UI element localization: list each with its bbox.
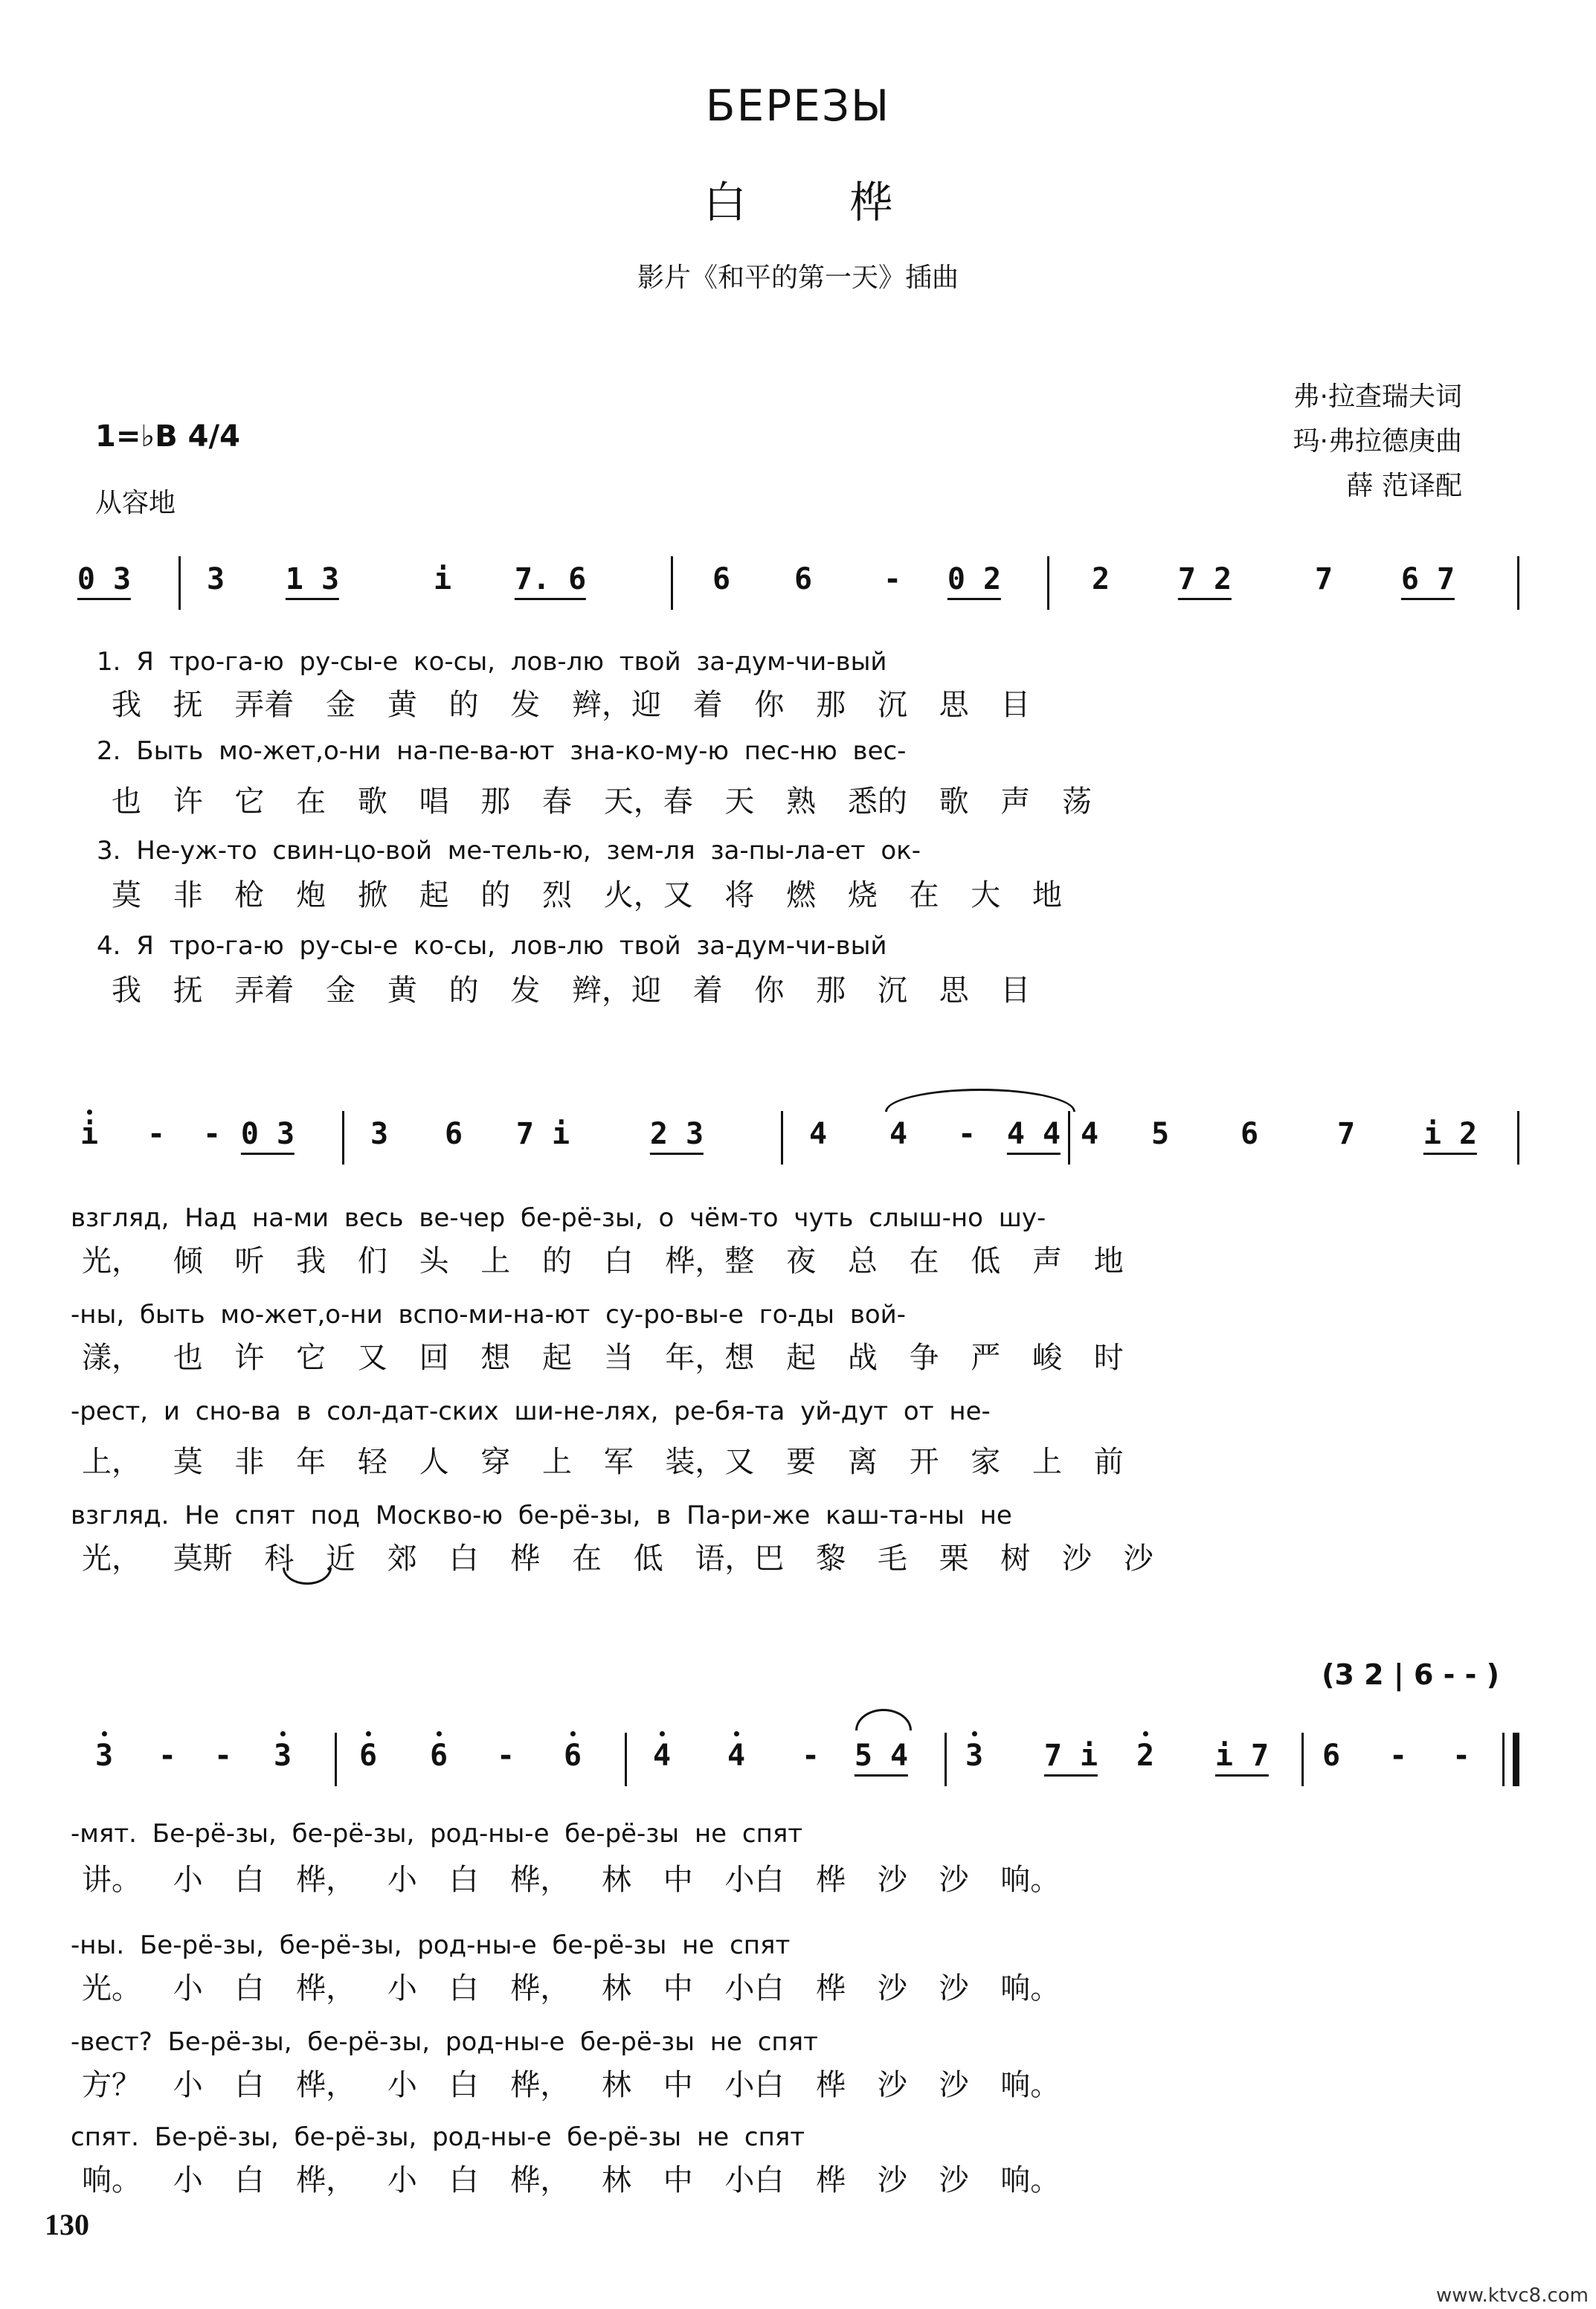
lyric-line-ru: спят. Бе-рё-зы, бе-рё-зы, род-ны-е бе-рё-зы не спят — [71, 2122, 805, 2152]
note: 0 3 — [77, 562, 131, 600]
note: 2 3 — [650, 1117, 704, 1155]
note: 6 — [794, 562, 813, 596]
staff-system-3 — [67, 1733, 1529, 1785]
note: 6 7 — [1401, 562, 1455, 600]
note: 6 — [359, 1739, 377, 1773]
note: - — [801, 1739, 820, 1773]
title-chinese: 白 桦 — [703, 177, 893, 228]
tempo-marking: 从容地 — [95, 488, 176, 518]
note: - — [213, 1739, 233, 1773]
note: 2 — [1091, 562, 1110, 596]
note: 4 — [727, 1739, 745, 1773]
note: 2 — [1136, 1739, 1154, 1773]
note: 6 — [564, 1739, 582, 1773]
staff-system-1 — [67, 556, 1529, 608]
note: 1 3 — [286, 562, 339, 600]
note: 3 — [965, 1739, 983, 1773]
lyric-line-zh: 响。 小 白 桦， 小 白 桦， 林 中 小白 桦 沙 沙 响。 — [82, 2163, 1061, 2197]
note: 0 3 — [241, 1117, 295, 1155]
lyric-line-ru: 2. Быть мо-жет,о-ни на-пе-ва-ют зна-ко-му-ю пес-ню вес- — [97, 736, 907, 766]
lyric-line-zh: 光， 莫斯 科 近 郊 白 桦 在 低 语，巴 黎 毛 栗 树 沙 沙 — [82, 1542, 1153, 1576]
note: i 7 — [1215, 1739, 1269, 1777]
note: - — [496, 1739, 515, 1773]
lyric-line-zh: 光， 倾 听 我 们 头 上 的 白 桦，整 夜 总 在 低 声 地 — [82, 1244, 1124, 1278]
subtitle: 影片《和平的第一天》插曲 — [637, 263, 959, 293]
note: - — [1452, 1739, 1471, 1773]
lyricist-credit: 弗·拉查瑞夫词 — [1293, 381, 1462, 412]
staff-system-2 — [67, 1111, 1529, 1163]
translator-credit: 薛 范译配 — [1346, 471, 1462, 501]
lyric-line-zh: 光。 小 白 桦， 小 白 桦， 林 中 小白 桦 沙 沙 响。 — [82, 1971, 1061, 2006]
note: 3 — [206, 562, 225, 596]
lyrics-system-3 — [0, 1812, 1596, 2198]
note: 7 i — [1044, 1739, 1098, 1777]
note: 0 2 — [947, 562, 1001, 600]
note: 3 — [95, 1739, 113, 1773]
note: 7 2 — [1178, 562, 1232, 600]
lyric-line-zh: 上， 莫 非 年 轻 人 穿 上 军 装，又 要 离 开 家 上 前 — [82, 1445, 1124, 1479]
note: 4 — [889, 1117, 908, 1151]
note: 4 — [808, 1117, 828, 1151]
lyric-line-ru: -вест? Бе-рё-зы, бе-рё-зы, род-ны-е бе-рё-зы не спят — [71, 2027, 818, 2057]
note: 7 — [1336, 1117, 1356, 1151]
note: 6 — [444, 1117, 463, 1151]
note: - — [957, 1117, 976, 1151]
key-signature: 1=♭B 4/4 — [95, 419, 240, 454]
note: i — [433, 562, 452, 596]
lyric-line-ru: 4. Я тро-га-ю ру-сы-е ко-сы, лов-лю твой за-дум-чи-вый — [97, 931, 887, 961]
note: 6 — [712, 562, 731, 596]
lyric-line-zh: 方？ 小 白 桦， 小 白 桦， 林 中 小白 桦 沙 沙 响。 — [82, 2068, 1061, 2102]
note: 5 4 — [855, 1739, 908, 1777]
note: 3 — [274, 1739, 292, 1773]
lyric-line-zh: 我 抚 弄着 金 黄 的 发 辫，迎 着 你 那 沉 思 目 — [112, 688, 1031, 722]
lyric-line-ru: -ны, быть мо-жет,о-ни вспо-ми-на-ют су-ро-вы-е го-ды вой- — [71, 1300, 907, 1330]
note: 7 i — [515, 1117, 570, 1151]
note: - — [147, 1117, 166, 1151]
note: 4 — [653, 1739, 671, 1773]
note: - — [202, 1117, 222, 1151]
note: - — [158, 1739, 177, 1773]
lyric-line-ru: -мят. Бе-рё-зы, бе-рё-зы, род-ны-е бе-рё-зы не спят — [71, 1819, 803, 1849]
lyrics-system-1 — [0, 640, 1596, 1011]
note: i — [80, 1117, 98, 1151]
instrumental-ending: (3 2 | 6 - - ) — [1322, 1658, 1499, 1691]
note: 4 — [1080, 1117, 1099, 1151]
lyric-line-zh: 莫 非 枪 炮 掀 起 的 烈 火，又 将 燃 烧 在 大 地 — [112, 878, 1063, 912]
note: 6 — [430, 1739, 448, 1773]
note: - — [1389, 1739, 1408, 1773]
lyric-line-ru: -ны. Бе-рё-зы, бе-рё-зы, род-ны-е бе-рё-зы не спят — [71, 1930, 791, 1960]
lyric-line-ru: 1. Я тро-га-ю ру-сы-е ко-сы, лов-лю твой за-дум-чи-вый — [97, 647, 887, 677]
note: 4 4 — [1007, 1117, 1061, 1155]
lyric-line-zh: 我 抚 弄着 金 黄 的 发 辫，迎 着 你 那 沉 思 目 — [112, 973, 1031, 1008]
lyric-line-ru: 3. Не-уж-то свин-цо-вой ме-тель-ю, зем-ля за-пы-ла-ет ок- — [97, 836, 921, 866]
note: i 2 — [1423, 1117, 1477, 1155]
lyric-line-ru: взгляд, Над на-ми весь ве-чер бе-рё-зы, о чём-то чуть слыш-но шу- — [71, 1203, 1046, 1233]
title-russian: БЕРЕЗЫ — [705, 80, 891, 131]
lyric-line-zh: 也 许 它 在 歌 唱 那 春 天，春 天 熟 悉的 歌 声 荡 — [112, 785, 1093, 819]
note: 6 — [1240, 1117, 1259, 1151]
lyric-line-ru: -рест, и сно-ва в сол-дат-ских ши-не-лях, ре-бя-та уй-дут от не- — [71, 1397, 991, 1426]
note: 5 — [1151, 1117, 1170, 1151]
lyric-line-ru: взгляд. Не спят под Москво-ю бе-рё-зы, в Па-ри-же каш-та-ны не — [71, 1501, 1012, 1530]
lyrics-system-2 — [0, 1196, 1596, 1582]
lyric-line-zh: 讲。 小 白 桦， 小 白 桦， 林 中 小白 桦 沙 沙 响。 — [82, 1863, 1061, 1897]
note: 7 — [1314, 562, 1333, 596]
note: 3 — [370, 1117, 389, 1151]
note: 6 — [1322, 1739, 1341, 1773]
watermark: www.ktvc8.com — [1436, 2284, 1589, 2307]
note: 7. 6 — [515, 562, 586, 600]
page-number: 130 — [45, 2208, 89, 2241]
note: - — [883, 562, 902, 596]
composer-credit: 玛·弗拉德庚曲 — [1293, 426, 1462, 457]
lyric-line-zh: 漾， 也 许 它 又 回 想 起 当 年，想 起 战 争 严 峻 时 — [82, 1341, 1124, 1375]
